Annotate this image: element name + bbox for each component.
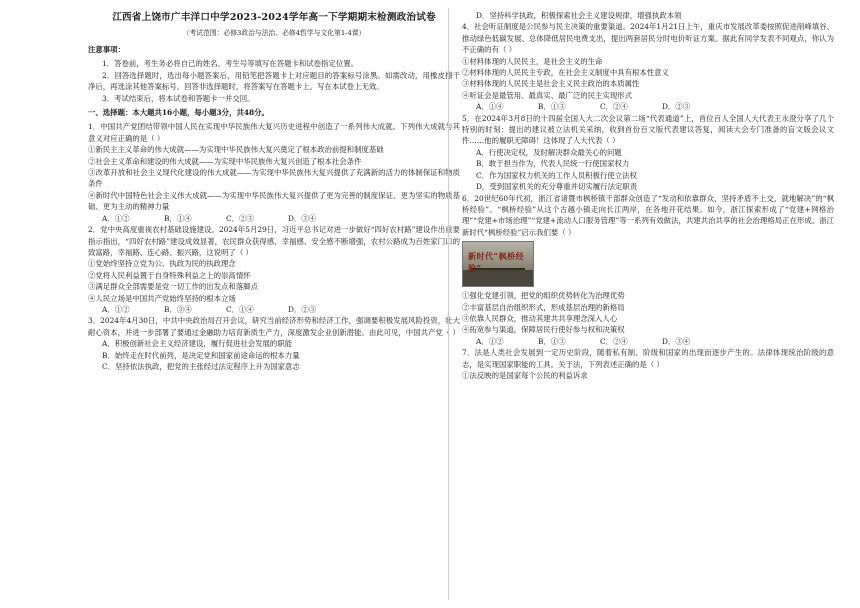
q4-options xyxy=(462,101,834,112)
fengqiao-photo xyxy=(462,241,534,287)
q1-item-2: ②社会主义革命和建设的伟大成就——为实现中华民族伟大复兴创造了根本社会条件 xyxy=(88,156,362,166)
q5-option-a: A．行使决定权，及时解决群众最关心的问题 xyxy=(476,147,622,157)
q4-option-c: C．②④ xyxy=(600,102,628,112)
q2-options xyxy=(88,304,460,315)
q4-option-b: B．①③ xyxy=(538,102,566,112)
q7-stem: 7．法是人类社会发展到一定历史阶段，随着私有制、阶级和国家的出现而逐步产生的。法律体现统治阶级的意志，是实现国家职能的工具。关于法，下列表述正确的是（ ） xyxy=(462,348,834,369)
section-heading: 一、选择题：本大题共16小题，每小题3分，共48分。 xyxy=(88,108,269,118)
q1-option-d: D．③④ xyxy=(288,213,317,223)
q4-item-2: ②材料体现的人民民主专政，在社会主义制度中具有根本性意义 xyxy=(462,68,669,78)
q4-option-d: D．②③ xyxy=(662,102,691,112)
q1-item-3: ③改革开放和社会主义现代化建设的伟大成就——为实现中华民族伟大复兴提供了充满新的活力的体制保证和物质条件 xyxy=(88,168,460,189)
q1-item-1: ①新民主主义革命的伟大成就——为实现中华民族伟大复兴奠定了根本政治前提和制度基础 xyxy=(88,145,384,155)
q4-item-4: ④听证会是最管用、最真实、最广泛的民主实现形式 xyxy=(462,90,632,100)
q2-item-4: ④人民立场是中国共产党始终坚持的根本立场 xyxy=(88,293,236,303)
q5-option-c: C．作为国家权力机关的工作人员积极行使立法权 xyxy=(476,170,637,180)
q3-option-a: A．积极创新社会主义经济建设，履行促进社会发展的职能 xyxy=(102,339,293,349)
q1-item-4: ④新时代中国特色社会主义伟大成就——为实现中华民族伟大复兴提供了更为完善的制度保证、更为坚实的物质基础、更为主动的精神力量 xyxy=(88,190,460,212)
q2-option-c: C．①④ xyxy=(226,304,254,314)
q1-options xyxy=(88,213,460,224)
q1-option-a: A．①② xyxy=(102,213,130,223)
q2-stem: 2．党中央高度重视农村基础设施建设。2024年5月29日，习近平总书记对进一步做好“四好农村路”建设作出重要指示指出，“四好农村路”建设成效显著，农民群众获得感、幸福感、安全感不断增强，农村公路成为百姓家门口的致富路，幸福路、连心路、振兴路，这说明了（ ） xyxy=(88,225,460,257)
q5-stem: 5．在2024年3月8日的十四届全国人大二次会议第二场“代表通道”上，首位百人全国人大代表王永澄分享了几个特别的时刻：提出的建议被立法机关采纳，收到首份百文版代表建议答复，阅读大会专门准备的盲文版会议文件……他的履职无障碍！这体现了人大代表（ ） xyxy=(462,113,834,146)
q6-stem: 6．20世纪60年代初，浙江省诸暨市枫桥镇干部群众创造了“发动和依靠群众，坚持矛盾不上交，就地解决”的“枫桥经验”。“枫桥经验”从这个古越小镇走向长江两岸，在各地开花结果。如今，浙江探索形成了“党建+网格治理”“党建+市场治理”“党建+流动人口服务管理”等一系列有效做法，共建共治共享的社会治理格局正在形成。浙江新时代“枫桥经验”启示我们要（ ） xyxy=(462,193,834,237)
q4-option-a: A．①④ xyxy=(476,102,504,112)
q4-stem: 4．社会听证制度是公民参与民主决策的重要渠道。2024年1月21日上午，重庆市发展改革委按照促进削峰填谷、推动绿色低碳发展、总体降低居民电费支出，提出两套居民分时电价听证方案。据此有同学发表不同观点，你认为不正确的有（ ） xyxy=(462,22,834,55)
q2-option-b: B．③④ xyxy=(164,304,192,314)
q3-option-d: D．坚持科学执政，积极探索社会主义建设规律，增强执政本领 xyxy=(476,11,682,20)
q6-option-b: B．①③ xyxy=(538,336,566,346)
q1-option-b: B．①④ xyxy=(164,213,192,223)
q6-option-a: A．①② xyxy=(476,336,504,346)
notice-item-1: 1．答卷前，考生务必将自己的姓名、考生号等填写在答题卡和试卷指定位置。 xyxy=(102,59,358,69)
q6-item-3: ③依靠人民群众，推动其建共共享理念深入人心 xyxy=(462,313,618,323)
q3-stem: 3．2024年4月30日，中共中央政治局召开会议，研究当前经济形势和经济工作，强调要积极发展风险投资，壮大耐心资本，并进一步部署了要通过金融助力培育新质生产力，深度激发企业创新潜能。由此可见，中国共产党（ ） xyxy=(88,316,460,337)
q2-item-2: ②党将人民利益置于自身特殊利益之上的崇高情怀 xyxy=(88,270,251,280)
q6-option-d: D．③④ xyxy=(662,336,691,346)
q2-item-1: ①党始终坚持立党为公、执政为民的执政理念 xyxy=(88,259,236,269)
exam-scope: （考试范围：必修3政治与法治、必修4哲学与文化第1-4课） xyxy=(182,29,366,37)
q4-item-1: ①材料体现的人民民主，是社会主义的生命 xyxy=(462,56,603,66)
q5-option-d: D．受到国家机关的充分尊重并切实履行法定职责 xyxy=(476,182,638,192)
column-divider xyxy=(448,8,449,600)
notice-heading: 注意事项： xyxy=(88,45,125,54)
q3-option-c: C．坚持依法执政，把党的主张经过法定程序上升为国家意志 xyxy=(102,361,300,371)
q6-option-c: C．②④ xyxy=(600,336,628,346)
q3-option-b: B．始终走在时代前列，是决定党和国家前途命运的根本力量 xyxy=(102,350,300,360)
q2-option-a: A．①② xyxy=(102,304,130,314)
q1-stem: 1．中国共产党团结带领中国人民在实现中华民族伟大复兴历史进程中创造了一系列伟大成就。下列伟大成就与其意义对应正确的是（ ） xyxy=(88,122,460,143)
q2-item-3: ③满足群众全部需要是党一切工作的出发点和落脚点 xyxy=(88,282,258,292)
q6-options xyxy=(462,336,834,347)
left-column xyxy=(88,10,460,372)
q4-item-3: ③材料体现的人民民主是社会主义民主政治的本质属性 xyxy=(462,79,640,89)
q1-option-c: C．②③ xyxy=(226,213,254,223)
q7-item-1: ①法反映的是国家每个公民的利益诉求 xyxy=(462,370,588,380)
right-column xyxy=(462,10,834,381)
q6-item-1: ①强化党建引领，把党的组织优势转化为治理优势 xyxy=(462,291,625,301)
q6-item-4: ④拓宽参与渠道，保障居民行使好参与权和决策权 xyxy=(462,325,625,335)
notice-item-2: 2．回答选择题时，选出每小题答案后，用铅笔把答题卡上对应题目的答案标号涂黑。如需改动，用橡皮擦干净后，再选涂其他答案标号。回答非选择题时，将答案写在答题卡上。写在本试卷上无效。 xyxy=(88,70,460,92)
q6-item-2: ②丰富基层自治组织形式，形成基层治理的新格局 xyxy=(462,302,625,312)
exam-title: 江西省上饶市广丰洋口中学2023-2024学年高一下学期期末检测政治试卷 xyxy=(112,12,436,23)
notice-item-3: 3．考试结束后，将本试卷和答题卡一并交回。 xyxy=(102,93,255,103)
q2-option-d: D．②③ xyxy=(288,304,317,314)
photo-caption: 新时代“枫桥经验” xyxy=(468,251,525,273)
q5-option-b: B．敢于担当作为，代表人民统一行使国家权力 xyxy=(476,159,630,169)
